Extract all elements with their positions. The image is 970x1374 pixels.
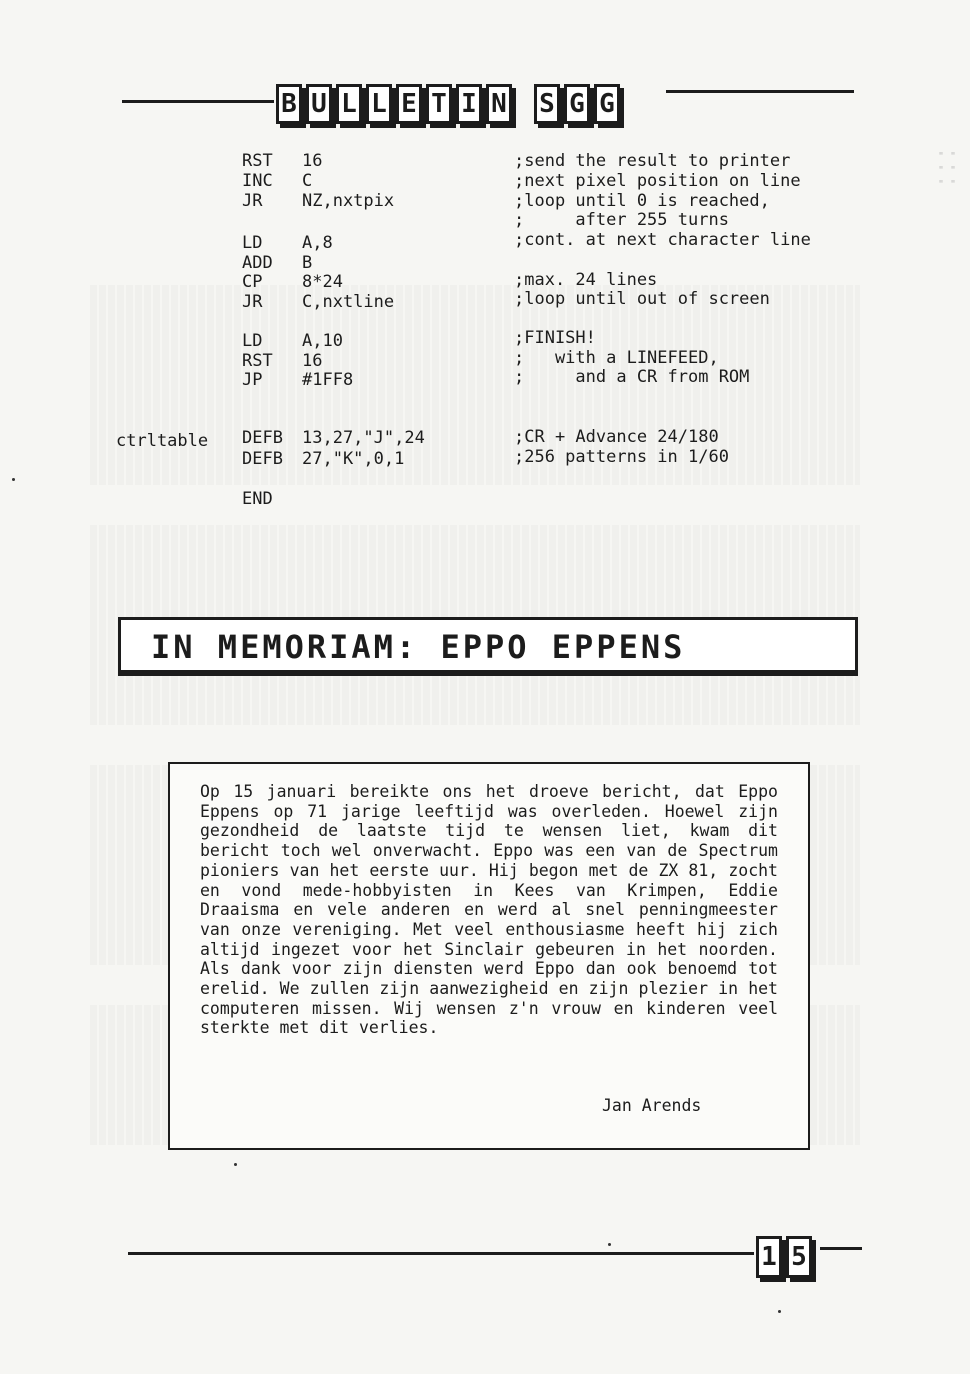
logo-letter: L xyxy=(366,84,392,124)
logo-letter: L xyxy=(336,84,362,124)
memoriam-banner xyxy=(118,617,858,673)
speck xyxy=(234,1163,237,1166)
code-comment: ;CR + Advance 24/180 xyxy=(514,427,719,447)
code-arg: 27,"K",0,1 xyxy=(302,449,405,469)
logo-letter: G xyxy=(594,84,620,124)
logo-letter: T xyxy=(426,84,452,124)
code-comment: ; and a CR from ROM xyxy=(514,367,750,387)
code-arg: B xyxy=(302,253,313,273)
logo-letter: G xyxy=(564,84,590,124)
code-op: JR xyxy=(242,292,263,312)
obituary-signature: Jan Arends xyxy=(602,1096,702,1115)
footer-rule-left xyxy=(128,1252,754,1255)
code-comment: ;loop until out of screen xyxy=(514,289,770,309)
page-number xyxy=(756,1236,812,1278)
edge-marks: " " " " " " xyxy=(938,151,957,190)
footer-rule-right xyxy=(820,1247,862,1250)
logo-letter: U xyxy=(306,84,332,124)
code-op: ADD xyxy=(242,253,273,273)
code-arg: 8*24 xyxy=(302,272,343,292)
obituary-text: Op 15 januari bereikte ons het droeve bericht, dat Eppo Eppens op 71 jarige leeftijd was overleden. Hoewel zijn gezondheid de laatste tijd te wensen liet, kwam dit bericht toch wel onverwacht. Eppo was een van de Spectrum pioniers van het eerste uur. Hij begon met de ZX 81, zocht en vond mede-hobbyisten in Kees van Krimpen, Eddie Draaisma en vele anderen en werd al snel penningmeester van onze vereniging. Met veel enthousiasme heeft hij zich altijd ingezet voor het Sinclair gebeuren in het noorden. Als dank voor zijn diensten werd Eppo dan ook benoemd tot erelid. We zullen zijn aanwezigheid en zijn plezier in het computeren missen. Wij wensen z'n vrouw en kinderen veel sterkte met dit verlies. xyxy=(200,782,778,1038)
code-op: RST xyxy=(242,151,273,171)
assembly-listing xyxy=(0,0,970,520)
code-op: INC xyxy=(242,171,273,191)
code-comment: ;256 patterns in 1/60 xyxy=(514,447,729,467)
code-arg: 16 xyxy=(302,151,323,171)
logo-letter: S xyxy=(534,84,560,124)
code-op: RST xyxy=(242,351,273,371)
code-arg: #1FF8 xyxy=(302,370,354,390)
code-op: CP xyxy=(242,272,263,292)
code-arg: NZ,nxtpix xyxy=(302,191,395,211)
code-op: DEFB xyxy=(242,449,283,469)
code-arg: 13,27,"J",24 xyxy=(302,428,425,448)
code-comment: ;next pixel position on line xyxy=(514,171,801,191)
code-op: END xyxy=(242,489,273,509)
code-comment: ;send the result to printer xyxy=(514,151,791,171)
logo-letter: I xyxy=(456,84,482,124)
logo-letter: N xyxy=(486,84,512,124)
code-label: ctrltable xyxy=(116,431,209,451)
obituary-box xyxy=(168,762,810,1150)
code-op: JR xyxy=(242,191,263,211)
code-comment: ; with a LINEFEED, xyxy=(514,348,719,368)
code-arg: 16 xyxy=(302,351,323,371)
code-op: LD xyxy=(242,331,263,351)
speck xyxy=(608,1243,611,1246)
code-op: LD xyxy=(242,233,263,253)
page-digit: 5 xyxy=(786,1236,812,1278)
code-comment: ;max. 24 lines xyxy=(514,270,658,290)
code-op: DEFB xyxy=(242,428,283,448)
code-op: JP xyxy=(242,370,263,390)
page-digit: 1 xyxy=(756,1236,782,1278)
logo-letter: E xyxy=(396,84,422,124)
logo-letter: B xyxy=(276,84,302,124)
code-comment: ;loop until 0 is reached, xyxy=(514,191,770,211)
code-arg: A,10 xyxy=(302,331,343,351)
code-comment: ;FINISH! xyxy=(514,328,596,348)
code-comment: ; after 255 turns xyxy=(514,210,729,230)
memoriam-title: IN MEMORIAM: EPPO EPPENS xyxy=(151,628,686,666)
speck xyxy=(12,478,15,481)
code-arg: C,nxtline xyxy=(302,292,395,312)
speck xyxy=(778,1310,781,1313)
code-arg: C xyxy=(302,171,313,191)
code-arg: A,8 xyxy=(302,233,333,253)
code-comment: ;cont. at next character line xyxy=(514,230,811,250)
